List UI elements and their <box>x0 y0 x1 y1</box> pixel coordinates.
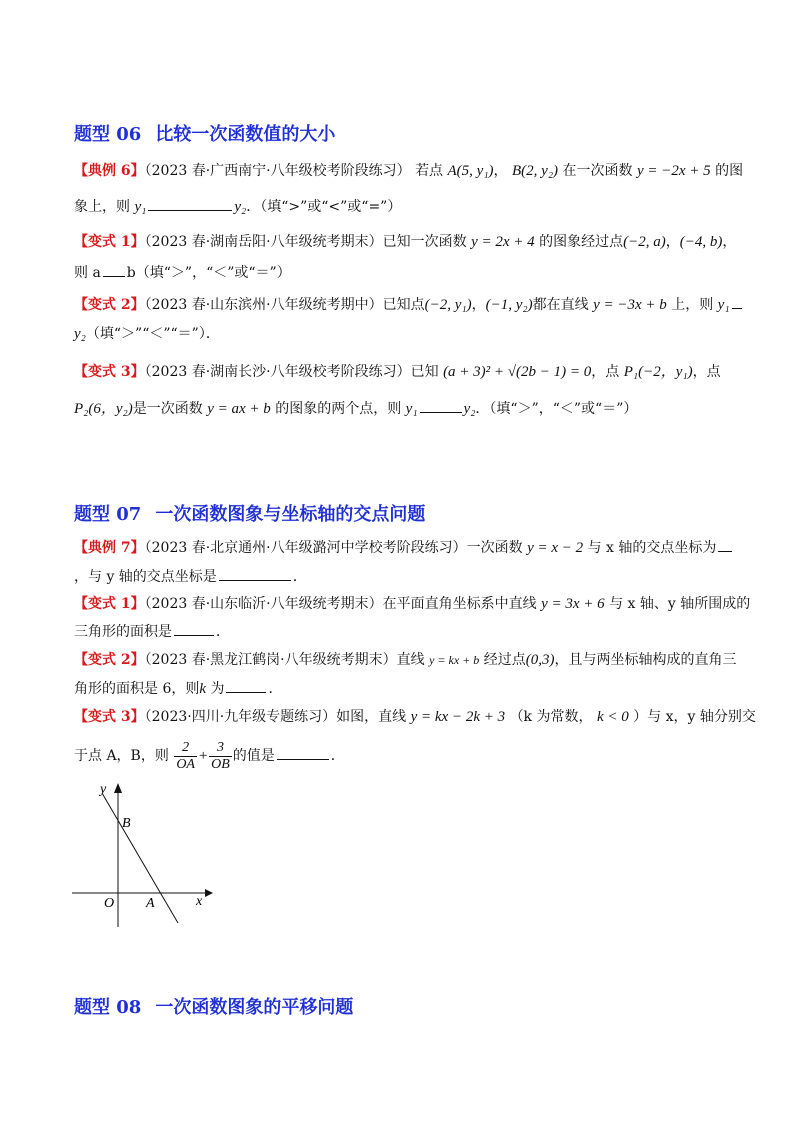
question-source: （2023 春·湖南长沙·八年级校考阶段练习） <box>144 364 411 380</box>
text: 三角形的面积是 <box>74 624 172 640</box>
math: y = 3x + 6 <box>541 596 605 612</box>
text: 为 <box>210 681 225 697</box>
math: y = −2x + 5 <box>636 163 711 179</box>
point-b-label: B <box>122 816 131 831</box>
math: (0,3) <box>525 652 555 668</box>
example-6-line-2 <box>74 196 401 217</box>
text: （填“＞”“＜”“＝”）． <box>85 326 220 342</box>
answer-blank[interactable] <box>718 537 732 552</box>
variant-3-line-1 <box>74 362 721 382</box>
section-number: 题型 06 <box>74 124 142 145</box>
text: 在平面直角坐标系中直线 <box>382 596 537 612</box>
answer-blank[interactable] <box>420 398 462 413</box>
math: y = kx + b <box>429 653 480 667</box>
example-7-line-1 <box>74 537 734 558</box>
x-axis-label: x <box>196 894 203 909</box>
text: ，点 <box>591 364 620 380</box>
math: A(5, y₁) <box>447 163 494 179</box>
question-tag: 【变式 2】 <box>74 297 145 313</box>
text: 象上，则 <box>74 199 130 215</box>
question-tag: 【变式 1】 <box>74 596 145 612</box>
point-a-label: A <box>146 896 155 911</box>
math: y = x − 2 <box>527 540 584 556</box>
variant-3-line-2 <box>74 398 637 419</box>
x-axis-arrow-icon <box>205 889 213 897</box>
text: 一次函数 <box>466 540 523 556</box>
answer-blank[interactable] <box>148 196 232 211</box>
text: ．（填“＞”，“＜”或“＝”） <box>475 401 638 417</box>
section-title: 一次函数图象与坐标轴的交点问题 <box>155 504 426 525</box>
text: ． <box>216 624 230 640</box>
variant-2-line-1 <box>74 294 744 315</box>
fraction-3-over-ob <box>209 740 232 773</box>
math: y = 2x + 4 <box>471 234 535 250</box>
coordinate-figure <box>60 775 220 935</box>
y-axis-label: y <box>100 782 107 797</box>
math: (a + 3)² + √(2b − 1) = 0 <box>443 364 592 380</box>
question-tag: 【变式 3】 <box>74 709 145 725</box>
text: ， <box>722 234 737 250</box>
variant-1-line-1 <box>74 232 736 252</box>
math: y₂ <box>74 326 86 342</box>
text: 与 x 轴、y 轴所围成的 <box>609 596 751 612</box>
math: (−4, b) <box>679 234 723 250</box>
question-source: （2023 春·黑龙江鹤岗·八年级统考期末） <box>144 652 397 668</box>
text: 是一次函数 <box>132 401 203 417</box>
text: 已知一次函数 <box>382 234 467 250</box>
section-heading-07 <box>74 500 425 526</box>
math: P₁(−2，y₁) <box>623 364 693 380</box>
answer-blank[interactable] <box>226 678 266 693</box>
question-source: （2023·四川·九年级专题练习） <box>144 709 337 725</box>
text: ， <box>493 163 508 179</box>
math: y = −3x + b <box>593 297 667 313</box>
answer-blank[interactable] <box>732 294 742 309</box>
fraction-2-over-oa <box>174 740 197 773</box>
text: b（填“＞”，“＜”或“＝”） <box>126 265 291 281</box>
text: 已知点 <box>382 297 425 313</box>
text: 都在直线 <box>532 297 589 313</box>
math: P₂(6，y₂) <box>74 401 133 417</box>
origin-label: O <box>104 896 115 911</box>
text: 的图象的两个点，则 <box>275 401 402 417</box>
text: 若点 <box>415 163 444 179</box>
text: 经过点 <box>483 652 526 668</box>
math: y₁ <box>405 401 418 417</box>
math: y₁ <box>717 297 730 313</box>
text: ， <box>471 297 486 313</box>
variant-2-line-2 <box>74 324 220 344</box>
question-source: （2023 春·北京通州·八年级潞河中学校考阶段练习） <box>144 540 467 556</box>
text: 于点 A，B，则 <box>74 748 169 764</box>
text: 直线 <box>396 652 425 668</box>
section-number: 题型 07 <box>74 504 142 525</box>
section-title: 比较一次函数值的大小 <box>155 124 336 145</box>
text: 的图象经过点 <box>539 234 624 250</box>
question-source: （2023 春·湖南岳阳·八年级统考期末） <box>144 234 383 250</box>
denominator: OB <box>211 756 230 772</box>
text: 上，则 <box>671 297 714 313</box>
text: 的图 <box>715 163 744 179</box>
answer-blank[interactable] <box>219 566 291 581</box>
text: ，与 y 轴的交点坐标是 <box>74 569 217 585</box>
answer-blank[interactable] <box>174 621 214 636</box>
text: ， <box>665 234 680 250</box>
question-source: （2023 春·山东临沂·八年级统考期末） <box>144 596 383 612</box>
text: 的值是 <box>232 748 275 764</box>
answer-blank[interactable] <box>103 262 125 277</box>
example-6-line-1 <box>74 161 743 181</box>
text: 角形的面积是 6，则 <box>74 681 200 697</box>
y-axis-arrow-icon <box>114 783 122 793</box>
variant-1b-line-2 <box>74 621 230 642</box>
math: y = ax + b <box>207 401 271 417</box>
math: y₁ <box>134 199 147 215</box>
section-heading-08 <box>74 993 353 1019</box>
text: ，且与两坐标轴构成的直角三 <box>554 652 737 668</box>
plus-sign: + <box>197 748 209 764</box>
text: ． <box>292 569 307 585</box>
text: 与 x 轴的交点坐标为 <box>587 540 717 556</box>
question-tag: 【典例 6】 <box>74 163 145 179</box>
question-source: （2023 春·山东滨州·八年级统考期中） <box>144 297 383 313</box>
text: 在一次函数 <box>562 163 633 179</box>
math: y₂ <box>463 401 476 417</box>
math: y₂ <box>234 199 247 215</box>
text: ，点 <box>692 364 721 380</box>
question-tag: 【变式 3】 <box>74 364 145 380</box>
section-title: 一次函数图象的平移问题 <box>155 997 354 1018</box>
question-tag: 【变式 1】 <box>74 234 145 250</box>
math: B(2, y₂) <box>512 163 559 179</box>
variant-1-line-2 <box>74 262 291 283</box>
denominator: OA <box>176 756 195 772</box>
math: (−2, a) <box>623 234 666 250</box>
text: 如图，直线 <box>336 709 407 725</box>
section-number: 题型 08 <box>74 997 142 1018</box>
numerator: 2 <box>174 740 197 757</box>
math: k < 0 <box>596 709 629 725</box>
question-tag: 【典例 7】 <box>74 540 145 556</box>
variant-3b-line-1 <box>74 707 756 727</box>
variant-1b-line-1 <box>74 594 750 614</box>
text: （k 为常数， <box>509 709 593 725</box>
section-heading-06 <box>74 120 335 146</box>
text: ．（填“>”或“<”或“=”） <box>246 199 402 215</box>
variant-3b-line-2 <box>74 738 345 774</box>
numerator: 3 <box>209 740 232 757</box>
question-tag: 【变式 2】 <box>74 652 145 668</box>
text: ． <box>330 748 345 764</box>
variant-2b-line-1 <box>74 650 736 670</box>
question-source: （2023 春·广西南宁·八年级校考阶段练习） <box>144 163 411 179</box>
math: (−1, y₂) <box>485 297 533 313</box>
text: ）与 x，y 轴分别交 <box>633 709 756 725</box>
math: k <box>199 681 207 697</box>
answer-blank[interactable] <box>277 745 329 760</box>
variant-2b-line-2 <box>74 678 282 699</box>
example-7-line-2 <box>74 566 307 587</box>
math: (−2, y₁) <box>424 297 472 313</box>
text: ． <box>268 681 283 697</box>
text: 则 a <box>74 265 101 281</box>
math: y = kx − 2k + 3 <box>410 709 506 725</box>
text: 已知 <box>410 364 439 380</box>
